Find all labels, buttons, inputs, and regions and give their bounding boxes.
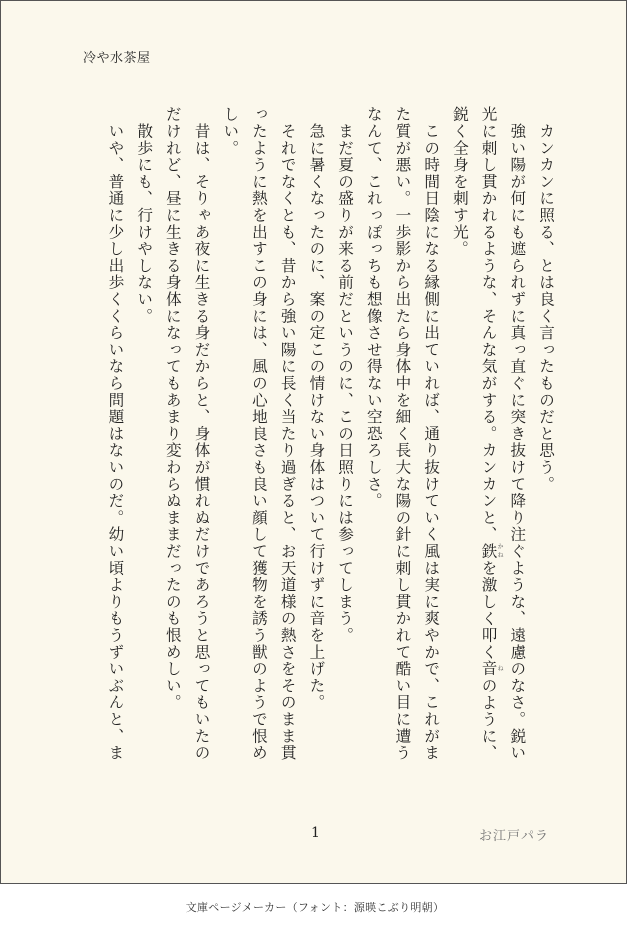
body-line: 光に刺し貫かれるような、そんな気がする。カンカンと、鉄かねを激しく叩く音ねのように、 [479, 106, 504, 762]
page-number: 1 [311, 825, 320, 841]
body-line: それでなくとも、昔から強い陽に長く当たり過ぎると、お天道様の熱さをそのまま貫 [278, 106, 297, 762]
body-line: 強い陽が何にも遮られずに真っ直ぐに突き抜けて降り注ぐような、遠慮のなさ。鋭い [508, 106, 527, 762]
body-line: 鋭く全身を刺す光。 [450, 106, 469, 258]
body-line: だけれど、昼に生きる身体になってもあまり変わらぬままだったのも恨めしい。 [163, 106, 182, 711]
page-title: 冷や水茶屋 [83, 51, 151, 66]
body-line: た質が悪い。一歩影から出たら身体中を細く長大な陽の針に刺し貫かれて酷い目に遭う [393, 106, 412, 762]
body-line: まだ夏の盛りが来る前だというのに、この日照りには参ってしまう。 [336, 106, 355, 644]
body-line: なんて、これっぽっちも想像させ得ない空恐ろしさ。 [364, 106, 383, 510]
body-line: ったように熱を出すこの身には、風の心地良さも良い顔して獲物を誘う獣のようで恨め [249, 106, 268, 762]
body-line: この時間日陰になる縁側に出ていれば、通り抜けていく風は実に爽やかで、これがま [422, 106, 441, 762]
vertical-body-text [101, 106, 560, 766]
body-line: カンカンに照る、とは良く言ったものだと思う。 [537, 106, 555, 493]
body-line: 急に暑くなったのに、案の定この情けない身体はついて行けずに音を上げた。 [307, 106, 326, 711]
body-line: 散歩にも、行けやしない。 [135, 106, 154, 325]
body-line: いや、普通に少し出歩くくらいなら問題はないのだ。幼い頃よりもうずいぶんと、ま [106, 106, 125, 762]
author-name: お江戸パラ [479, 829, 550, 844]
body-line: 昔は、そりゃあ夜に生きる身だからと、身体が慣れぬだけであろうと思ってもいたの [192, 106, 211, 762]
body-line: しい。 [221, 106, 240, 157]
footer-credit: 文庫ページメーカー（フォント：源暎こぶり明朝） [185, 901, 445, 914]
